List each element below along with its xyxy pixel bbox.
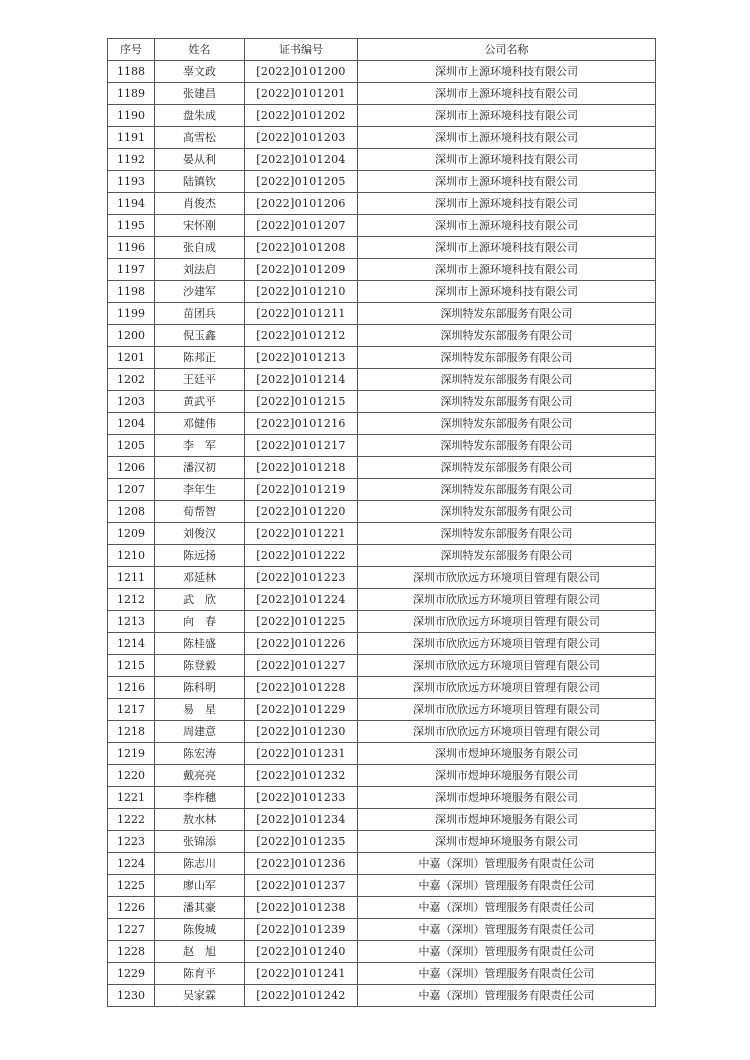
table-row: [108, 215, 656, 237]
table-row: [108, 347, 656, 369]
certificate-number-cell: [2022]0101202: [245, 105, 358, 127]
serial-number-cell: 1222: [108, 809, 155, 831]
serial-number-cell: 1199: [108, 303, 155, 325]
table-row: [108, 765, 656, 787]
company-name-cell: 中嘉（深圳）管理服务有限责任公司: [358, 919, 656, 941]
certificate-number-cell: [2022]0101206: [245, 193, 358, 215]
name-cell: 邓健伟: [155, 413, 245, 435]
name-cell: 张建昌: [155, 83, 245, 105]
company-name-cell: 深圳市欣欣远方环境项目管理有限公司: [358, 721, 656, 743]
company-name-cell: 中嘉（深圳）管理服务有限责任公司: [358, 897, 656, 919]
name-cell: 潘汉初: [155, 457, 245, 479]
company-name-cell: 深圳市煜坤环境服务有限公司: [358, 831, 656, 853]
serial-number-cell: 1200: [108, 325, 155, 347]
company-name-cell: 中嘉（深圳）管理服务有限责任公司: [358, 853, 656, 875]
certificate-number-cell: [2022]0101225: [245, 611, 358, 633]
company-name-cell: 深圳市欣欣远方环境项目管理有限公司: [358, 611, 656, 633]
serial-number-cell: 1209: [108, 523, 155, 545]
company-name-cell: 深圳市上源环境科技有限公司: [358, 193, 656, 215]
certificate-number-cell: [2022]0101223: [245, 567, 358, 589]
name-cell: 王廷平: [155, 369, 245, 391]
company-name-cell: 深圳市上源环境科技有限公司: [358, 281, 656, 303]
certificate-number-cell: [2022]0101237: [245, 875, 358, 897]
table-row: [108, 457, 656, 479]
serial-number-cell: 1225: [108, 875, 155, 897]
table-row: [108, 699, 656, 721]
header-certificate-number: 证书编号: [245, 39, 358, 61]
table-row: [108, 633, 656, 655]
certificate-number-cell: [2022]0101215: [245, 391, 358, 413]
table-row: [108, 677, 656, 699]
table-header: [108, 39, 656, 61]
company-name-cell: 深圳市上源环境科技有限公司: [358, 215, 656, 237]
serial-number-cell: 1208: [108, 501, 155, 523]
certificate-number-cell: [2022]0101232: [245, 765, 358, 787]
serial-number-cell: 1220: [108, 765, 155, 787]
company-name-cell: 深圳特发东部服务有限公司: [358, 457, 656, 479]
company-name-cell: 深圳市上源环境科技有限公司: [358, 83, 656, 105]
table-row: [108, 281, 656, 303]
company-name-cell: 深圳特发东部服务有限公司: [358, 369, 656, 391]
name-cell: 倪玉鑫: [155, 325, 245, 347]
serial-number-cell: 1202: [108, 369, 155, 391]
table-row: [108, 743, 656, 765]
serial-number-cell: 1210: [108, 545, 155, 567]
company-name-cell: 深圳市煜坤环境服务有限公司: [358, 743, 656, 765]
certificate-number-cell: [2022]0101220: [245, 501, 358, 523]
certificate-number-cell: [2022]0101217: [245, 435, 358, 457]
company-name-cell: 深圳市欣欣远方环境项目管理有限公司: [358, 677, 656, 699]
name-cell: 辜文政: [155, 61, 245, 83]
name-cell: 廖山军: [155, 875, 245, 897]
company-name-cell: 深圳特发东部服务有限公司: [358, 325, 656, 347]
table-row: [108, 149, 656, 171]
certificate-number-cell: [2022]0101221: [245, 523, 358, 545]
table-row: [108, 435, 656, 457]
certificate-number-cell: [2022]0101203: [245, 127, 358, 149]
header-serial-number: 序号: [108, 39, 155, 61]
serial-number-cell: 1189: [108, 83, 155, 105]
certificate-number-cell: [2022]0101213: [245, 347, 358, 369]
serial-number-cell: 1212: [108, 589, 155, 611]
serial-number-cell: 1201: [108, 347, 155, 369]
name-cell: 晏从利: [155, 149, 245, 171]
name-cell: 戴亮亮: [155, 765, 245, 787]
name-cell: 赵 旭: [155, 941, 245, 963]
table-row: [108, 831, 656, 853]
certificate-number-cell: [2022]0101201: [245, 83, 358, 105]
name-cell: 敖水林: [155, 809, 245, 831]
certificate-number-cell: [2022]0101235: [245, 831, 358, 853]
name-cell: 武 欣: [155, 589, 245, 611]
certificate-number-cell: [2022]0101231: [245, 743, 358, 765]
serial-number-cell: 1213: [108, 611, 155, 633]
name-cell: 李柞穗: [155, 787, 245, 809]
certificate-number-cell: [2022]0101234: [245, 809, 358, 831]
serial-number-cell: 1217: [108, 699, 155, 721]
name-cell: 高雪松: [155, 127, 245, 149]
serial-number-cell: 1207: [108, 479, 155, 501]
name-cell: 荀帮智: [155, 501, 245, 523]
table-row: [108, 105, 656, 127]
name-cell: 沙建军: [155, 281, 245, 303]
certificate-number-cell: [2022]0101222: [245, 545, 358, 567]
name-cell: 盘朱成: [155, 105, 245, 127]
certificate-number-cell: [2022]0101209: [245, 259, 358, 281]
serial-number-cell: 1227: [108, 919, 155, 941]
company-name-cell: 深圳市上源环境科技有限公司: [358, 149, 656, 171]
table-row: [108, 897, 656, 919]
company-name-cell: 深圳特发东部服务有限公司: [358, 435, 656, 457]
serial-number-cell: 1204: [108, 413, 155, 435]
table-row: [108, 853, 656, 875]
certificate-number-cell: [2022]0101218: [245, 457, 358, 479]
certificate-number-cell: [2022]0101224: [245, 589, 358, 611]
header-name: 姓名: [155, 39, 245, 61]
serial-number-cell: 1214: [108, 633, 155, 655]
serial-number-cell: 1198: [108, 281, 155, 303]
name-cell: 陆镇钦: [155, 171, 245, 193]
table-row: [108, 941, 656, 963]
company-name-cell: 深圳市煜坤环境服务有限公司: [358, 765, 656, 787]
company-name-cell: 深圳市上源环境科技有限公司: [358, 127, 656, 149]
table-row: [108, 567, 656, 589]
certificate-number-cell: [2022]0101210: [245, 281, 358, 303]
name-cell: 陈俊城: [155, 919, 245, 941]
name-cell: 向 春: [155, 611, 245, 633]
company-name-cell: 深圳特发东部服务有限公司: [358, 347, 656, 369]
serial-number-cell: 1229: [108, 963, 155, 985]
certificate-number-cell: [2022]0101212: [245, 325, 358, 347]
certificate-number-cell: [2022]0101230: [245, 721, 358, 743]
certificate-number-cell: [2022]0101240: [245, 941, 358, 963]
company-name-cell: 深圳市欣欣远方环境项目管理有限公司: [358, 633, 656, 655]
certificate-number-cell: [2022]0101241: [245, 963, 358, 985]
company-name-cell: 深圳市欣欣远方环境项目管理有限公司: [358, 655, 656, 677]
serial-number-cell: 1218: [108, 721, 155, 743]
serial-number-cell: 1197: [108, 259, 155, 281]
certificate-number-cell: [2022]0101207: [245, 215, 358, 237]
company-name-cell: 深圳特发东部服务有限公司: [358, 479, 656, 501]
name-cell: 陈邦正: [155, 347, 245, 369]
company-name-cell: 深圳特发东部服务有限公司: [358, 501, 656, 523]
table-row: [108, 655, 656, 677]
company-name-cell: 深圳市欣欣远方环境项目管理有限公司: [358, 567, 656, 589]
table-row: [108, 259, 656, 281]
name-cell: 陈科明: [155, 677, 245, 699]
table-row: [108, 985, 656, 1007]
serial-number-cell: 1206: [108, 457, 155, 479]
certificate-number-cell: [2022]0101205: [245, 171, 358, 193]
table-row: [108, 171, 656, 193]
serial-number-cell: 1196: [108, 237, 155, 259]
name-cell: 李年生: [155, 479, 245, 501]
company-name-cell: 深圳特发东部服务有限公司: [358, 523, 656, 545]
name-cell: 周建意: [155, 721, 245, 743]
company-name-cell: 中嘉（深圳）管理服务有限责任公司: [358, 941, 656, 963]
certificate-number-cell: [2022]0101211: [245, 303, 358, 325]
table-body: [108, 61, 656, 1007]
certificate-number-cell: [2022]0101228: [245, 677, 358, 699]
serial-number-cell: 1211: [108, 567, 155, 589]
table-row: [108, 325, 656, 347]
name-cell: 宋怀刚: [155, 215, 245, 237]
certificate-number-cell: [2022]0101236: [245, 853, 358, 875]
table-row: [108, 787, 656, 809]
company-name-cell: 中嘉（深圳）管理服务有限责任公司: [358, 985, 656, 1007]
company-name-cell: 深圳特发东部服务有限公司: [358, 391, 656, 413]
company-name-cell: 深圳市上源环境科技有限公司: [358, 259, 656, 281]
company-name-cell: 深圳特发东部服务有限公司: [358, 545, 656, 567]
header-company-name: 公司名称: [358, 39, 656, 61]
name-cell: 陈登毅: [155, 655, 245, 677]
table-row: [108, 611, 656, 633]
certificate-number-cell: [2022]0101233: [245, 787, 358, 809]
certificate-number-cell: [2022]0101229: [245, 699, 358, 721]
serial-number-cell: 1219: [108, 743, 155, 765]
certificate-number-cell: [2022]0101214: [245, 369, 358, 391]
company-name-cell: 深圳特发东部服务有限公司: [358, 303, 656, 325]
name-cell: 刘法启: [155, 259, 245, 281]
company-name-cell: 中嘉（深圳）管理服务有限责任公司: [358, 963, 656, 985]
serial-number-cell: 1188: [108, 61, 155, 83]
table-row: [108, 127, 656, 149]
table-row: [108, 875, 656, 897]
serial-number-cell: 1205: [108, 435, 155, 457]
certificate-number-cell: [2022]0101242: [245, 985, 358, 1007]
name-cell: 张自成: [155, 237, 245, 259]
name-cell: 苗团兵: [155, 303, 245, 325]
company-name-cell: 深圳市上源环境科技有限公司: [358, 61, 656, 83]
serial-number-cell: 1190: [108, 105, 155, 127]
company-name-cell: 深圳市煜坤环境服务有限公司: [358, 787, 656, 809]
table-row: [108, 545, 656, 567]
name-cell: 张锦添: [155, 831, 245, 853]
table-row: [108, 61, 656, 83]
name-cell: 潘其豪: [155, 897, 245, 919]
serial-number-cell: 1226: [108, 897, 155, 919]
company-name-cell: 深圳市欣欣远方环境项目管理有限公司: [358, 589, 656, 611]
serial-number-cell: 1221: [108, 787, 155, 809]
name-cell: 邓延林: [155, 567, 245, 589]
serial-number-cell: 1216: [108, 677, 155, 699]
serial-number-cell: 1224: [108, 853, 155, 875]
name-cell: 陈志川: [155, 853, 245, 875]
table-row: [108, 919, 656, 941]
serial-number-cell: 1194: [108, 193, 155, 215]
company-name-cell: 深圳市上源环境科技有限公司: [358, 171, 656, 193]
table-row: [108, 237, 656, 259]
certificate-number-cell: [2022]0101208: [245, 237, 358, 259]
company-name-cell: 深圳市上源环境科技有限公司: [358, 105, 656, 127]
table-row: [108, 303, 656, 325]
certificate-number-cell: [2022]0101239: [245, 919, 358, 941]
table-row: [108, 963, 656, 985]
certificate-number-cell: [2022]0101227: [245, 655, 358, 677]
table-row: [108, 83, 656, 105]
certificate-table: [107, 38, 656, 1007]
serial-number-cell: 1228: [108, 941, 155, 963]
name-cell: 陈远扬: [155, 545, 245, 567]
table-row: [108, 501, 656, 523]
table-row: [108, 589, 656, 611]
table-row: [108, 721, 656, 743]
serial-number-cell: 1195: [108, 215, 155, 237]
name-cell: 陈育平: [155, 963, 245, 985]
certificate-number-cell: [2022]0101238: [245, 897, 358, 919]
table-row: [108, 523, 656, 545]
header-row: [108, 39, 656, 61]
certificate-number-cell: [2022]0101226: [245, 633, 358, 655]
table-row: [108, 193, 656, 215]
table-row: [108, 479, 656, 501]
company-name-cell: 深圳市煜坤环境服务有限公司: [358, 809, 656, 831]
table-row: [108, 809, 656, 831]
name-cell: 陈桂盛: [155, 633, 245, 655]
company-name-cell: 深圳市欣欣远方环境项目管理有限公司: [358, 699, 656, 721]
name-cell: 李 军: [155, 435, 245, 457]
serial-number-cell: 1191: [108, 127, 155, 149]
serial-number-cell: 1193: [108, 171, 155, 193]
name-cell: 陈宏涛: [155, 743, 245, 765]
serial-number-cell: 1192: [108, 149, 155, 171]
company-name-cell: 中嘉（深圳）管理服务有限责任公司: [358, 875, 656, 897]
serial-number-cell: 1215: [108, 655, 155, 677]
certificate-number-cell: [2022]0101204: [245, 149, 358, 171]
table-row: [108, 413, 656, 435]
company-name-cell: 深圳特发东部服务有限公司: [358, 413, 656, 435]
serial-number-cell: 1230: [108, 985, 155, 1007]
serial-number-cell: 1223: [108, 831, 155, 853]
name-cell: 吴家霖: [155, 985, 245, 1007]
certificate-number-cell: [2022]0101216: [245, 413, 358, 435]
certificate-number-cell: [2022]0101200: [245, 61, 358, 83]
name-cell: 肖俊杰: [155, 193, 245, 215]
name-cell: 刘俊汉: [155, 523, 245, 545]
name-cell: 易 星: [155, 699, 245, 721]
serial-number-cell: 1203: [108, 391, 155, 413]
company-name-cell: 深圳市上源环境科技有限公司: [358, 237, 656, 259]
table-row: [108, 391, 656, 413]
name-cell: 黄武平: [155, 391, 245, 413]
certificate-number-cell: [2022]0101219: [245, 479, 358, 501]
table-row: [108, 369, 656, 391]
